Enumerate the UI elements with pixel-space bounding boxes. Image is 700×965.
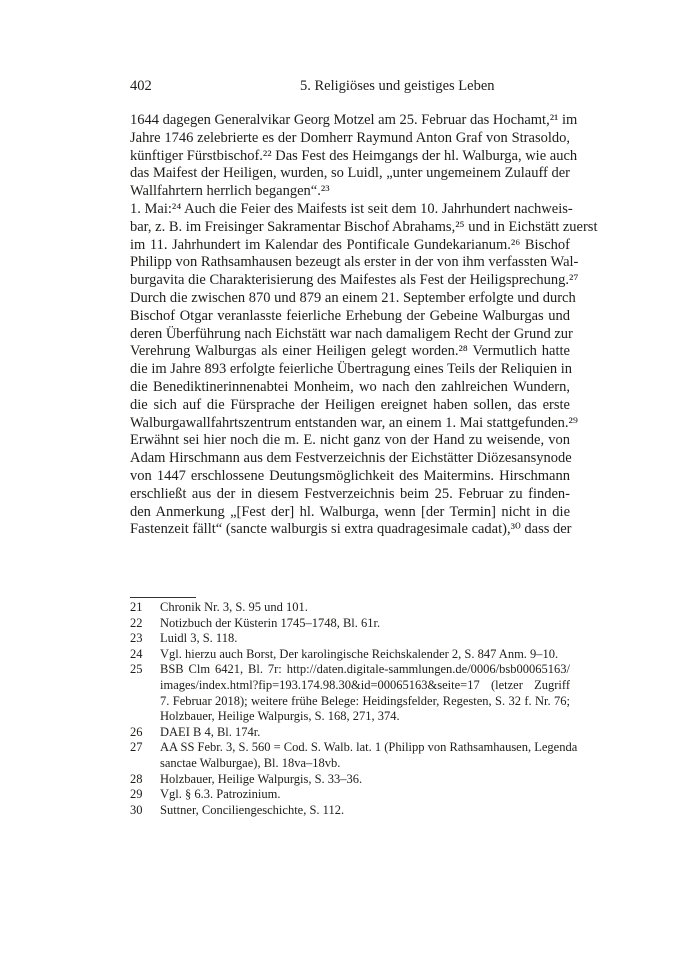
body-line: 1. Mai:²⁴ Auch die Feier des Maifests ist seit dem 10. Jahrhundert nachweis- [130, 200, 573, 217]
body-line: Erwähnt sei hier noch die m. E. nicht ganz von der Hand zu weisende, von [130, 432, 570, 449]
footnote [130, 616, 570, 632]
body-line: das Maifest der Heiligen, wurden, so Luidl, „unter ungemeinem Zulauff der [130, 165, 570, 182]
footnote-number: 25 [130, 662, 143, 677]
footnote [130, 772, 570, 788]
body-line: Fastenzeit fällt“ (sancte walburgis si extra quadragesimale cadat),³⁰ dass der [130, 521, 572, 538]
body-line: burgavita die Charakterisierung des Maifestes als Fest der Heiligsprechung.²⁷ [130, 272, 579, 289]
footnote-text: Holzbauer, Heilige Walpurgis, S. 33–36. [160, 771, 363, 786]
body-line: Jahre 1746 zelebrierte es der Domherr Raymund Anton Graf von Strasoldo, [130, 129, 570, 146]
footnote-number: 21 [130, 600, 143, 614]
body-line: Bischof Otgar veranlasste feierliche Erhebung der Gebeine Walburgas und [130, 307, 570, 324]
footnote-text: AA SS Febr. 3, S. 560 = Cod. S. Walb. lat. 1 (Philipp von Rathsamhausen, Legenda [160, 740, 578, 755]
page-number: 402 [130, 78, 152, 94]
body-line: Durch die zwischen 870 und 879 an einem 21. September erfolgte und durch [130, 289, 576, 306]
footnote-text: Holzbauer, Heilige Walpurgis, S. 168, 271, 374. [160, 709, 400, 724]
footnote-text: Luidl 3, S. 118. [160, 631, 238, 646]
footnote-number: 30 [130, 802, 143, 817]
footnote [130, 647, 570, 663]
footnote-number: 29 [130, 787, 143, 802]
body-line: bar, z. B. im Freisinger Sakramentar Bischof Abrahams,²⁵ und in Eichstätt zuerst [130, 218, 598, 235]
body-line: Philipp von Rathsamhausen bezeugt als erster in der von ihm verfassten Wal- [130, 254, 579, 271]
footnote [130, 631, 570, 647]
footnote [130, 740, 578, 771]
footnote-text: DAEI B 4, Bl. 174r. [160, 724, 261, 739]
body-line: Adam Hirschmann aus dem Festverzeichnis der Eichstätter Diözesansynode [130, 450, 572, 467]
footnote [130, 662, 570, 724]
body-text [130, 112, 598, 539]
body-line: 1644 dagegen Generalvikar Georg Motzel am 25. Februar das Hochamt,²¹ im [130, 112, 578, 128]
body-line: die Benediktinerinnenabtei Monheim, wo nach den zahlreichen Wundern, [130, 378, 570, 395]
body-line: künftiger Fürstbischof.²² Das Fest des Heimgangs der hl. Walburga, wie auch [130, 147, 578, 164]
body-line: Verehrung Walburgas als einer Heiligen gelegt worden.²⁸ Vermutlich hatte [130, 343, 570, 360]
footnote-text: images/index.html?fip=193.174.98.30&id=00065163&seite=17 (letzer Zugriff [160, 677, 570, 692]
body-line: die sich auf die Fürsprache der Heiligen ereignet haben sollen, das erste [130, 396, 570, 413]
footnote-number: 23 [130, 631, 143, 646]
footnote-text: Vgl. hierzu auch Borst, Der karolingische Reichskalender 2, S. 847 Anm. 9–10. [160, 646, 559, 661]
body-line: Wallfahrtern herrlich begangen“.²³ [130, 183, 330, 200]
footnote-text: BSB Clm 6421, Bl. 7r: http://daten.digitale-sammlungen.de/0006/bsb00065163/ [160, 662, 570, 677]
body-line: von 1447 erschlossene Deutungsmöglichkeit des Maitermins. Hirschmann [130, 467, 570, 484]
footnotes [130, 600, 578, 818]
footnote-text: Vgl. § 6.3. Patrozinium. [160, 787, 281, 802]
footnote-number: 22 [130, 615, 143, 630]
footnote [130, 600, 570, 616]
footnote-number: 28 [130, 771, 143, 786]
body-line: erschließt aus der in diesem Festverzeichnis beim 25. Februar zu finden- [130, 485, 570, 502]
body-line: im 11. Jahrhundert im Kalendar des Pontificale Gundekarianum.²⁶ Bischof [130, 236, 570, 253]
footnote-text: 7. Februar 2018); weitere frühe Belege: Heidingsfelder, Regesten, S. 32 f. Nr. 76; [160, 693, 570, 708]
footnote-text: sanctae Walburgae), Bl. 18va–18vb. [160, 755, 341, 770]
footnote-separator [130, 597, 196, 598]
footnote-number: 24 [130, 646, 143, 661]
running-title: 5. Religiöses und geistiges Leben [300, 78, 495, 94]
footnote-text: Chronik Nr. 3, S. 95 und 101. [160, 600, 308, 614]
footnote-text: Suttner, Conciliengeschichte, S. 112. [160, 802, 345, 817]
body-line: Walburgawallfahrtszentrum entstanden war, an einem 1. Mai stattgefunden.²⁹ [130, 414, 578, 431]
body-line: den Anmerkung „[Fest der] hl. Walburga, wenn [der Termin] nicht in die [130, 503, 570, 520]
footnote-number: 26 [130, 724, 143, 739]
footnote [130, 787, 570, 803]
body-line: deren Überführung nach Eichstätt war nach damaligem Recht der Grund zur [130, 325, 573, 342]
footnote-text: Notizbuch der Küsterin 1745–1748, Bl. 61r. [160, 615, 381, 630]
body-line: die im Jahre 893 erfolgte feierliche Übertragung eines Teils der Reliquien in [130, 361, 573, 378]
footnote [130, 725, 570, 741]
footnote [130, 803, 570, 819]
footnote-number: 27 [130, 740, 143, 755]
